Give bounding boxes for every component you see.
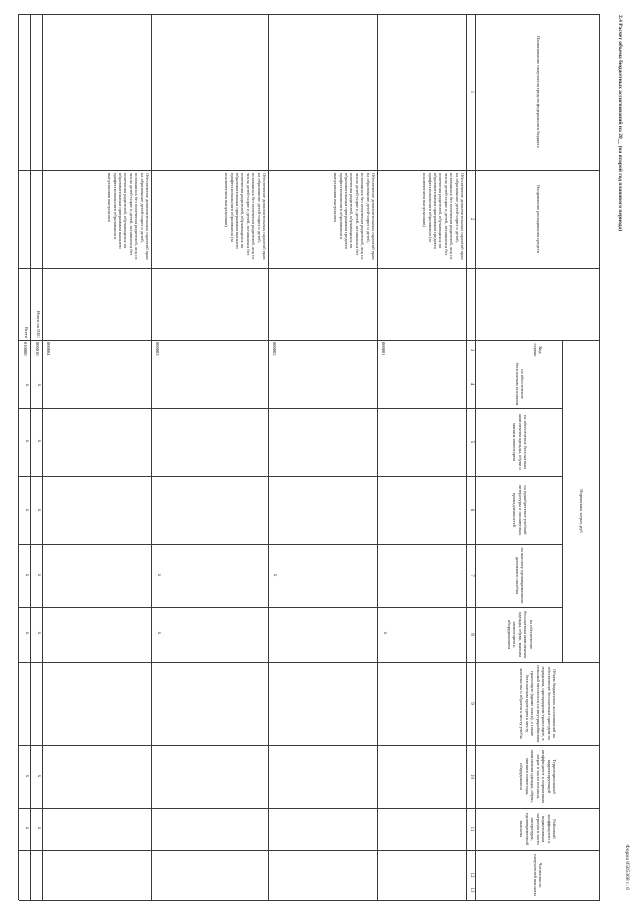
col-num-11: 11: [468, 826, 474, 832]
mark-pbs-col5: х: [36, 439, 42, 443]
mark-row1-col8: х: [382, 631, 388, 635]
col-header-5: на обеспечение бесплатным комплектом одежды, обуви и мягким инвентарем: [512, 414, 529, 470]
row-3-code: 000003: [155, 342, 160, 356]
mark-row3-col7: х: [156, 573, 162, 577]
col-num-10: 10: [468, 774, 474, 779]
row-2-text: Обеспечение дополнительных гарантий прав на образование детей-сирот и детей, оставшихся без попечения родителей, лиц из числа детей-сирот и детей, оставшихся без попечения родителей, обучающихся по образовательным программам среднего профессионального образования и выпускников выпускного: [333, 173, 376, 260]
mark-total-col7: х: [24, 573, 30, 577]
col-line-11: [19, 850, 600, 851]
total-pbs-label: Итого по ПБС: [36, 310, 41, 338]
col-line-9: [19, 745, 600, 746]
col-header-7: на выплату единовременного денежного пособия: [515, 547, 526, 604]
col-header-1: Наименование получателя средств федерального бюджета: [535, 36, 541, 148]
row-4-code: 000004: [46, 342, 51, 356]
col-num-3: 3: [468, 348, 474, 352]
mark-total-col10: х: [24, 774, 30, 778]
mark-pbs-col8: х: [36, 631, 42, 635]
mark-total-col8: х: [24, 631, 30, 635]
row-line-2: [268, 14, 269, 900]
mark-pbs-col6: х: [36, 508, 42, 512]
col-header-3: Код строки: [533, 343, 544, 357]
section-title: 2.4 Расчет объема бюджетных ассигнований на 20__ (на второй год планового периода): [617, 15, 623, 232]
col-line-2: [19, 268, 600, 269]
row-line-1: [377, 14, 378, 900]
col-line-6: [19, 544, 563, 545]
col-num-13: 13: [468, 887, 474, 893]
row-3-text: Обеспечение дополнительных гарантий прав на образование детей-сирот и детей, оставшихся без попечения родителей, лиц из числа детей-сирот и детей, оставшихся без попечения родителей, обучающихся по образовательным программам высшего профессионального образования (за исключением выпускников): [224, 173, 267, 260]
mark-pbs-col4: х: [36, 383, 42, 387]
col-line-5: [19, 476, 563, 477]
col-header-9: Объем бюджетных ассигнований на обеспечение бесплатным проездом на городском, пригородном транспорте, в сельской местности на внутрирайонном транспорте (кроме такси), а также бесплатным проездом к месту жительства и обратно к месту учебы: [519, 664, 557, 742]
mark-total-col5: х: [24, 439, 30, 443]
col-header-12: Численность получателей выплаты: [533, 854, 544, 896]
row-2-code: 000002: [272, 342, 277, 356]
mark-row2-col7: х: [272, 573, 278, 577]
col-header-8: на обеспечение бесплатным комплектом одежды, обуви, мягким инвентарем и оборудованием: [506, 611, 534, 658]
col-line-left: [19, 14, 600, 15]
normatives-header: Нормативы затрат, руб: [578, 489, 584, 533]
col-line-3: [19, 340, 600, 341]
col-num-6: 6: [468, 508, 474, 512]
col-header-2: Направление расходования средств: [535, 185, 541, 253]
col-num-7: 7: [468, 574, 474, 577]
col-header-10: Территориальный корректирующий коэффициент к нормативам затрат в части питания, комплектов одежды, обуви, мягкого инвентаря, оборудования: [519, 750, 557, 803]
row-1-text: Обеспечение дополнительных гарантий прав на образование детей-сирот и детей, оставшихся без попечения родителей, лиц из числа детей-сирот и детей, оставшихся без попечения родителей, обучающихся по образовательным программам среднего профессионального образования (за исключением выпускников): [422, 173, 465, 260]
row-4-text: Обеспечение дополнительных гарантий прав на образование детей-сирот и детей, оставшихся без попечения родителей, лиц из числа детей-сирот и детей, оставшихся без попечения родителей, обучающихся по образовательным программам высшего профессионального образования и выпускников выпускного: [107, 173, 150, 260]
col-num-1: 1: [468, 90, 474, 94]
mark-row3-col8: х: [156, 631, 162, 635]
col-line-8: [19, 662, 600, 663]
col-line-10: [19, 808, 600, 809]
form-label: Форма 0505368 с. 6: [624, 844, 630, 890]
mark-pbs-col10: х: [36, 774, 42, 778]
col-num-12: 12: [468, 872, 474, 878]
mark-pbs-col11: х: [36, 826, 42, 830]
col-line-4: [19, 408, 563, 409]
normatives-divider: [562, 340, 563, 662]
col-num-9: 9: [468, 702, 474, 705]
rotated-sheet: [1, 0, 641, 905]
total-pbs-code: 000010: [35, 342, 40, 356]
table-top-border: [599, 14, 600, 900]
mark-total-col11: х: [24, 826, 30, 830]
row-line-4: [42, 14, 43, 900]
col-header-4: на обеспечение бесплатным питанием: [515, 362, 526, 406]
mark-total-col4: х: [24, 383, 30, 387]
col-header-6: на приобретение учебной литературы и письменных принадлежностей: [512, 484, 529, 536]
header-bottom-border: [475, 14, 476, 900]
col-num-4: 4: [468, 382, 474, 386]
mark-pbs-col7: х: [36, 573, 42, 577]
table-bottom-border: [18, 14, 19, 900]
col-line-right: [19, 900, 600, 901]
grand-total-code: 010000: [23, 342, 28, 356]
row-line-3: [151, 14, 152, 900]
col-line-7: [19, 607, 563, 608]
mark-total-col6: х: [24, 508, 30, 512]
row-1-code: 000001: [381, 342, 386, 356]
col-header-11: Районный коэффициент к нормативным затратам в части литературы, единовременной выплаты: [519, 813, 557, 845]
col-num-8: 8: [468, 633, 474, 636]
col-num-5: 5: [468, 440, 474, 444]
col-line-1: [19, 170, 600, 171]
row-line-5: [30, 14, 31, 900]
col-num-2: 2: [468, 217, 474, 221]
grand-total-label: Всего: [24, 326, 29, 338]
